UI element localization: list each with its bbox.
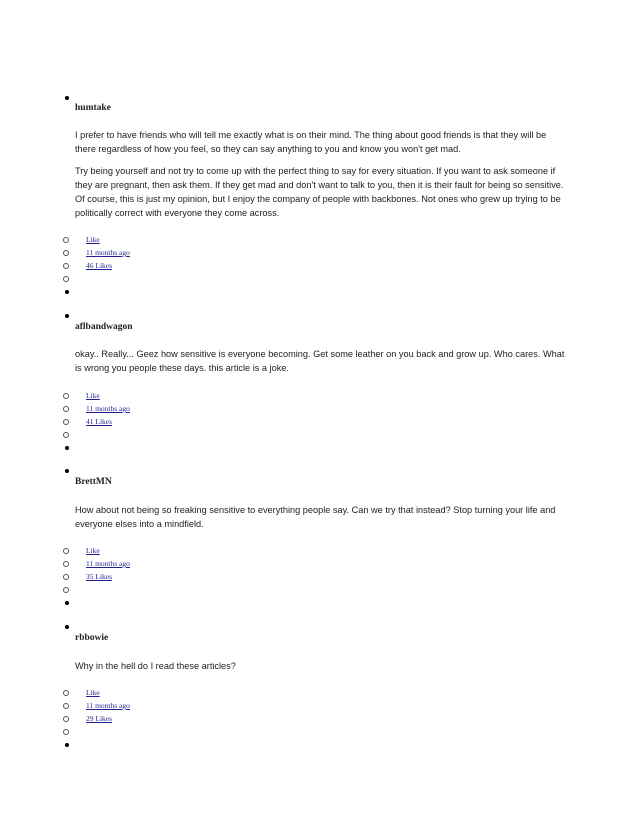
sub-bullet: [63, 276, 69, 282]
comment-bullet: [65, 290, 69, 294]
comment-username: aflbandwagon: [75, 322, 133, 332]
sub-bullet: [63, 574, 69, 580]
timestamp-link[interactable]: 11 months ago: [86, 404, 130, 413]
sub-bullet: [63, 432, 69, 438]
sub-bullet: [63, 561, 69, 567]
like-link[interactable]: Like: [86, 235, 100, 244]
comment-username: humtake: [75, 103, 111, 113]
likes-count-link[interactable]: 46 Likes: [86, 261, 113, 270]
sub-bullet: [63, 263, 69, 269]
comment-bullet: [65, 743, 69, 747]
comment-username: rbbowie: [75, 633, 109, 643]
comment-username: BrettMN: [75, 477, 112, 487]
sub-bullet: [63, 250, 69, 256]
comment-paragraph: How about not being so freaking sensitive to everything people say. Can we try that instead? Stop turning your life and everyone elses into a mindfield.: [75, 505, 556, 529]
comment-bullet: [65, 601, 69, 605]
comment-paragraph: okay.. Really... Geez how sensitive is everyone becoming. Get some leather on you back and grow up. Who cares. What is wrong you people these days. this article is a joke.: [75, 349, 565, 373]
timestamp-link[interactable]: 11 months ago: [86, 701, 130, 710]
like-link[interactable]: Like: [86, 546, 100, 555]
sub-bullet: [63, 237, 69, 243]
comment-bullet: [65, 96, 69, 100]
sub-bullet: [63, 548, 69, 554]
comment-bullet: [65, 446, 69, 450]
like-link[interactable]: Like: [86, 391, 100, 400]
sub-bullet: [63, 419, 69, 425]
sub-bullet: [63, 729, 69, 735]
sub-bullet: [63, 406, 69, 412]
comment-paragraph: Why in the hell do I read these articles?: [75, 661, 236, 671]
comment-bullet: [65, 469, 69, 473]
like-link[interactable]: Like: [86, 688, 100, 697]
likes-count-link[interactable]: 29 Likes: [86, 714, 113, 723]
comment-bullet: [65, 625, 69, 629]
comment-bullet: [65, 314, 69, 318]
comment-paragraph: I prefer to have friends who will tell me exactly what is on their mind. The thing about good friends is that they will be there regardless of how you feel, so they can say anything to you and know you won't get mad.: [75, 130, 547, 154]
sub-bullet: [63, 587, 69, 593]
comment-paragraph: Try being yourself and not try to come up with the perfect thing to say for every situation. If you want to ask someone if they are pregnant, then ask them. If they get mad and don't want to talk to you, then it is their fault for being so sensitive. Of course, this is just my opinion, but I enjoy the company of people with backbones. Not ones who grew up trying to be politically correct with everyone they come across.: [75, 166, 564, 218]
sub-bullet: [63, 393, 69, 399]
sub-bullet: [63, 703, 69, 709]
sub-bullet: [63, 716, 69, 722]
sub-bullet: [63, 690, 69, 696]
timestamp-link[interactable]: 11 months ago: [86, 559, 130, 568]
timestamp-link[interactable]: 11 months ago: [86, 248, 130, 257]
likes-count-link[interactable]: 35 Likes: [86, 572, 113, 581]
likes-count-link[interactable]: 41 Likes: [86, 417, 113, 426]
